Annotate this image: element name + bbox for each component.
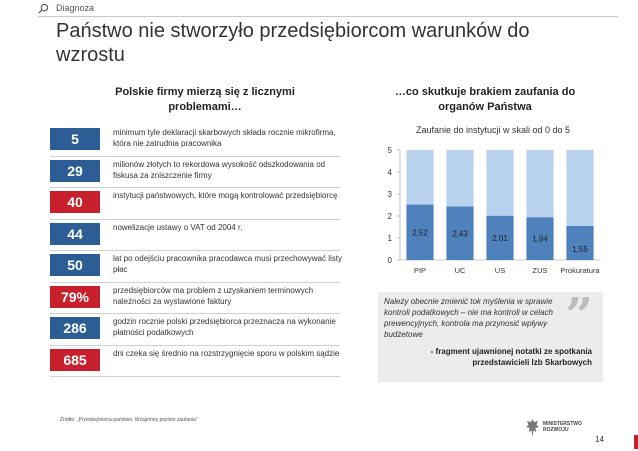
bar-remainder	[486, 150, 513, 216]
stat-value-badge: 40	[50, 191, 100, 213]
quote-box	[378, 288, 603, 382]
stat-value-badge: 685	[50, 349, 100, 371]
chart-title: Zaufanie do instytucji w skali od 0 do 5	[415, 125, 571, 135]
x-tick-label: UC	[454, 266, 466, 275]
bar-remainder	[526, 150, 553, 217]
quote-mark-icon: ”	[565, 288, 593, 344]
accent-bar	[634, 435, 638, 449]
stat-row	[50, 346, 340, 378]
x-tick-label: ZUS	[532, 266, 548, 275]
x-tick-label: Prokuratura	[560, 266, 600, 275]
stat-value-badge: 5	[50, 128, 100, 150]
y-tick-label: 5	[387, 146, 392, 155]
stat-row	[50, 157, 340, 189]
stat-row	[50, 188, 340, 220]
ministry-name: MINISTERSTWO ROZWOJU	[543, 421, 582, 433]
source-footnote: Źródło: „Przedsiębiorca-państwo. Wzajemny poziom zaufania”	[60, 417, 198, 423]
stat-value-badge: 50	[50, 254, 100, 276]
bar-remainder	[406, 150, 433, 205]
header-divider	[38, 16, 618, 17]
stat-row	[50, 314, 340, 346]
stat-description: nowelizacje ustawy o VAT od 2004 r.	[113, 222, 243, 232]
data-label: 2,01	[492, 233, 508, 243]
stat-description: instytucji państwowych, które mogą kontrolować przedsiębiorcę	[113, 191, 338, 200]
quote-text: Należy obecnie zmienić tok myślenia w sprawie kontroli podatkowych – nie ma kontroli w celach prewencyjnych, kontrola ma przynosić wpływy budżetowe	[384, 297, 553, 339]
stat-description: milionów złotych to rekordowa wysokość odszkodowania od fiskusa za zniszczenie firmy	[113, 159, 326, 180]
data-label: 2,52	[412, 228, 428, 238]
x-tick-label: US	[494, 266, 506, 275]
ministry-logo	[525, 418, 585, 440]
stat-value-badge: 44	[50, 223, 100, 245]
y-tick-label: 0	[387, 256, 392, 265]
quote-source: - fragment ujawnionej notatki ze spotkania przedstawicieli Izb Skarbowych	[430, 347, 592, 367]
data-label: 1,55	[572, 244, 588, 254]
stat-description: lat po odejściu pracownika pracodawca musi przechowywać listy płac	[113, 254, 342, 274]
stat-description: godzin rocznie polski przedsiębiorca przeznacza na wykonanie płatności podatkowych	[113, 317, 336, 337]
stat-row	[50, 125, 340, 157]
y-tick-label: 3	[387, 190, 392, 199]
stat-value-badge: 79%	[50, 286, 100, 308]
stat-description: dni czeka się średnio na rozstrzygnięcie sporu w polskim sądzie	[113, 348, 340, 358]
bar-remainder	[446, 150, 473, 207]
page-title: Państwo nie stworzyło przedsiębiorcom warunków do wzrostu	[56, 20, 530, 66]
top-bar	[0, 0, 638, 16]
stat-value-badge: 29	[50, 160, 100, 182]
y-tick-label: 1	[387, 234, 392, 243]
stat-divider	[50, 376, 340, 377]
eagle-emblem-icon	[525, 418, 540, 438]
search-icon[interactable]	[38, 3, 49, 14]
page-number: 14	[595, 435, 604, 444]
stat-description: minimum tyle deklaracji skarbowych składa rocznie mikrofirma, która nie zatrudnia pracownika	[113, 128, 336, 148]
y-tick-label: 2	[387, 212, 392, 221]
y-tick-label: 4	[387, 168, 392, 177]
left-heading: Polskie firmy mierzą się z licznymi problemami…	[115, 86, 295, 113]
stat-row	[50, 283, 340, 315]
stats-list	[50, 125, 340, 377]
right-heading: …co skutkuje brakiem zaufania do organów Państwa	[394, 86, 576, 113]
data-label: 1,94	[532, 234, 548, 244]
stat-row	[50, 220, 340, 252]
stat-description: przedsiębiorców ma problem z uzyskaniem terminowych należności za wystawione faktury	[113, 285, 314, 306]
data-label: 2,43	[452, 229, 468, 239]
stat-value-badge: 286	[50, 317, 100, 339]
bar-value	[566, 226, 593, 260]
breadcrumb: Diagnoza	[56, 3, 95, 13]
bar-remainder	[566, 150, 593, 226]
x-tick-label: PIP	[413, 266, 427, 275]
trust-bar-chart	[360, 140, 610, 280]
stat-row	[50, 251, 340, 283]
